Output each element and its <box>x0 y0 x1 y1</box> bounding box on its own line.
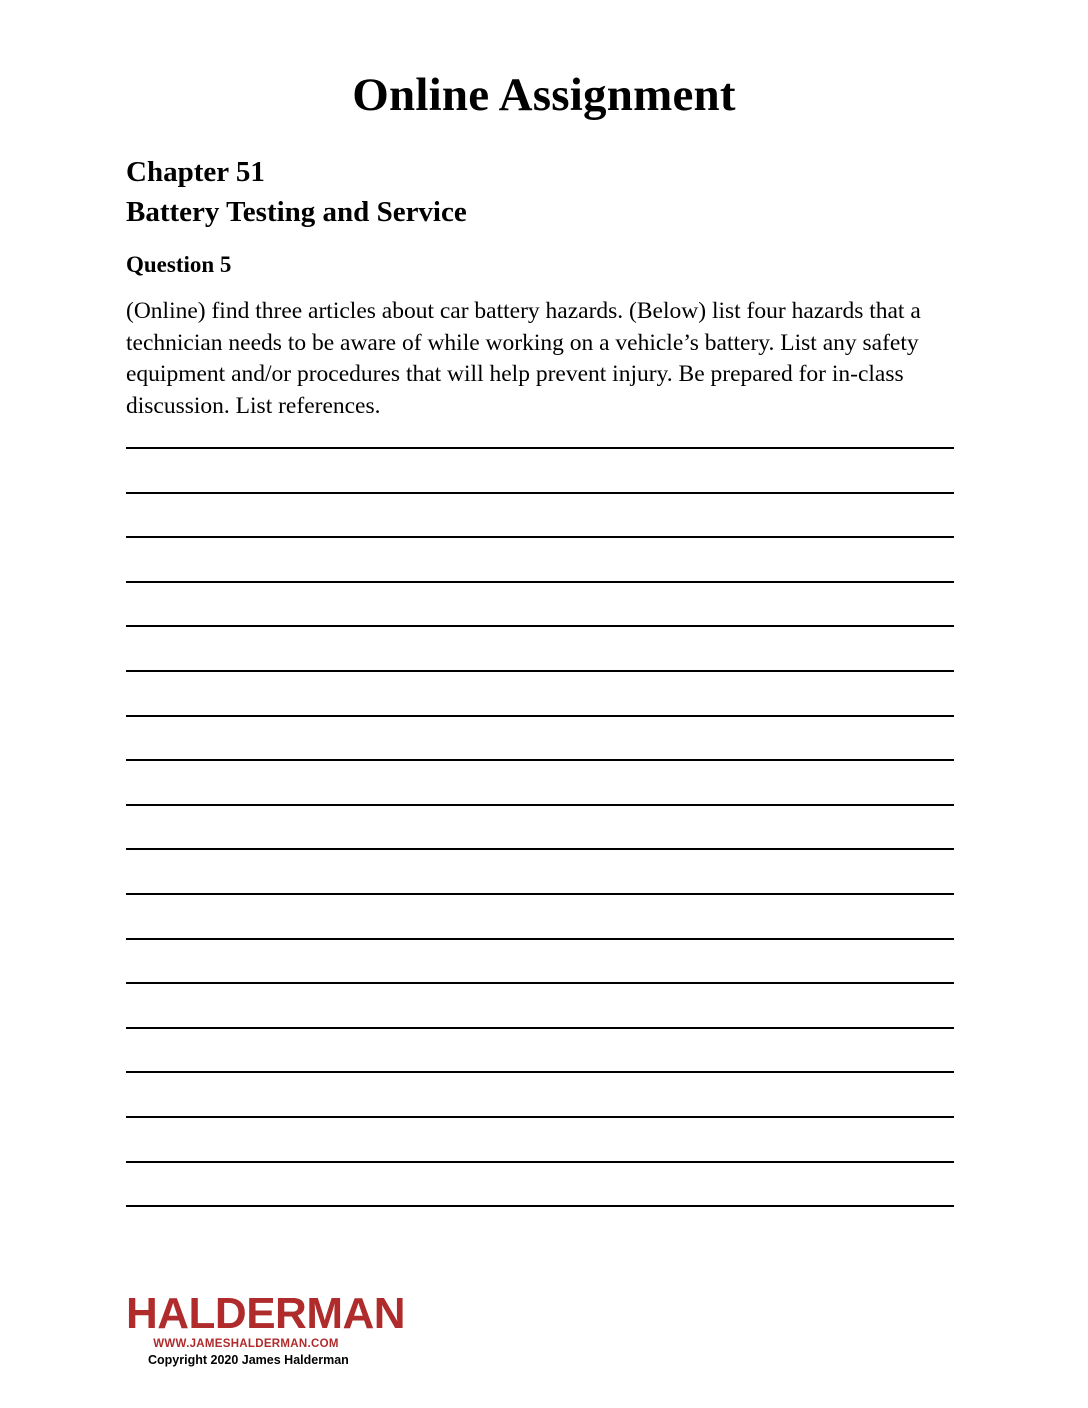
answer-line[interactable] <box>126 1161 954 1163</box>
answer-line[interactable] <box>126 1027 954 1029</box>
answer-line[interactable] <box>126 1071 954 1073</box>
page-title: Online Assignment <box>352 69 736 121</box>
answer-lines <box>126 447 954 1250</box>
copyright-text: Copyright 2020 James Halderman <box>148 1353 349 1367</box>
chapter-name: Battery Testing and Service <box>126 196 467 229</box>
chapter-heading <box>126 152 956 232</box>
answer-line[interactable] <box>126 670 954 672</box>
chapter-number: Chapter 51 <box>126 156 265 188</box>
answer-line[interactable] <box>126 715 954 717</box>
answer-line[interactable] <box>126 759 954 761</box>
footer <box>126 1289 526 1367</box>
answer-line[interactable] <box>126 982 954 984</box>
answer-line[interactable] <box>126 536 954 538</box>
answer-line[interactable] <box>126 625 954 627</box>
answer-line[interactable] <box>126 804 954 806</box>
answer-line[interactable] <box>126 938 954 940</box>
answer-line[interactable] <box>126 1205 954 1207</box>
halderman-logo: HALDERMAN <box>126 1289 406 1338</box>
answer-line[interactable] <box>126 492 954 494</box>
answer-line[interactable] <box>126 447 954 449</box>
answer-line[interactable] <box>126 893 954 895</box>
brand-website-text: WWW.JAMESHALDERMAN.COM <box>153 1338 339 1350</box>
answer-line[interactable] <box>126 581 954 583</box>
question-text: (Online) find three articles about car battery hazards. (Below) list four hazards that a technician needs to be aware of while working on a vehicle’s battery. List any safety equipment and/or procedures that will help prevent injury. Be prepared for in-class discussion. List references. <box>126 298 921 419</box>
answer-line[interactable] <box>126 848 954 850</box>
question-label: Question 5 <box>126 252 232 277</box>
answer-line[interactable] <box>126 1116 954 1118</box>
